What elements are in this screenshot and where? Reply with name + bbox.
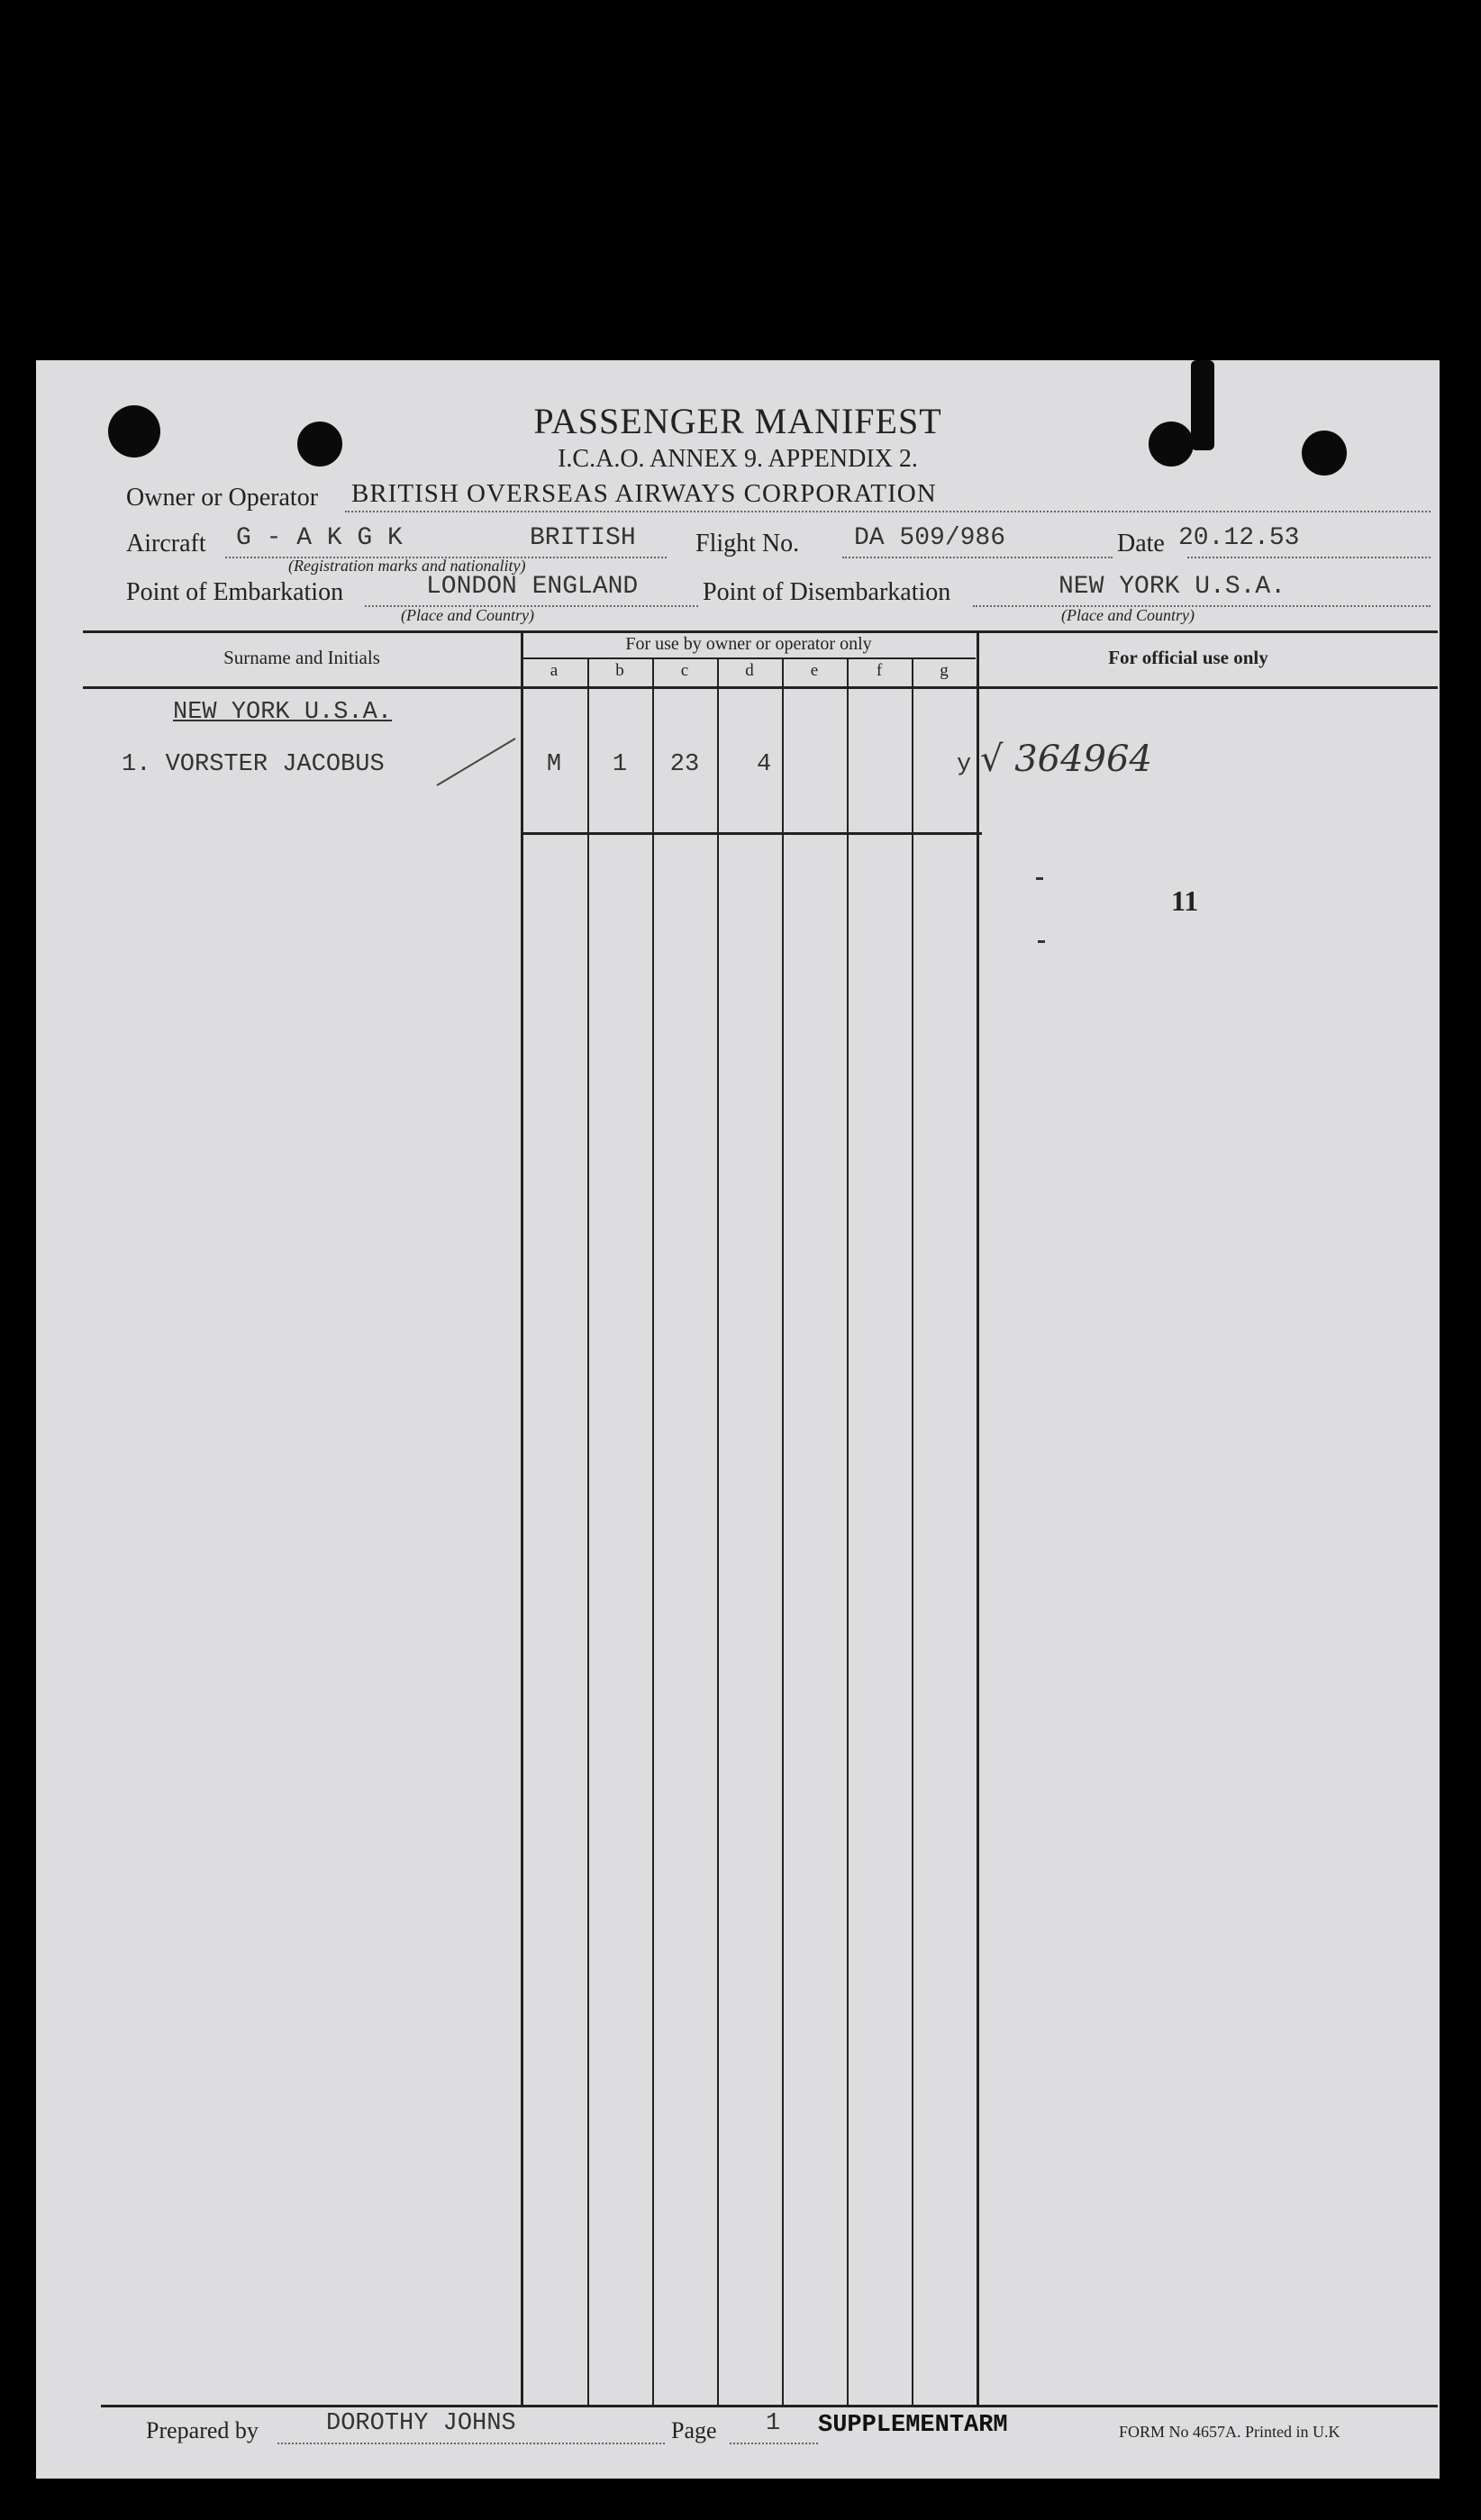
pencil-mark-2 [1038, 940, 1045, 943]
table-top-rule [83, 630, 1438, 633]
header-col-e: e [810, 661, 819, 680]
col-divider-b [587, 657, 589, 2405]
form-number: FORM No 4657A. Printed in U.K [1119, 2423, 1340, 2441]
owner-value: BRITISH OVERSEAS AIRWAYS CORPORATION [351, 479, 937, 508]
passenger-name: 1. VORSTER JACOBUS [122, 751, 385, 778]
flight-label: Flight No. [695, 530, 800, 557]
flight-value: DA 509/986 [854, 524, 1006, 552]
page-dotline [730, 2443, 818, 2444]
date-label: Date [1117, 530, 1165, 557]
header-official: For official use only [1108, 647, 1268, 668]
prepared-dotline [277, 2443, 665, 2444]
col-divider-e [782, 657, 784, 2405]
manifest-title: PASSENGER MANIFEST [533, 401, 942, 441]
owner-dotline [345, 511, 1431, 512]
official-note: 11 [1171, 884, 1199, 917]
header-col-g: g [940, 661, 949, 680]
col-divider-main [521, 630, 523, 2405]
header-surname: Surname and Initials [223, 647, 380, 668]
embarkation-caption: (Place and Country) [401, 606, 534, 624]
manifest-subtitle: I.C.A.O. ANNEX 9. APPENDIX 2. [558, 445, 918, 473]
col-divider-c [652, 657, 654, 2405]
prepared-value: DOROTHY JOHNS [326, 2410, 516, 2437]
cell-b: 1 [612, 751, 628, 778]
aircraft-label: Aircraft [126, 530, 206, 557]
check-stroke [432, 730, 522, 793]
col-divider-d [717, 657, 719, 2405]
header-operator: For use by owner or operator only [625, 634, 872, 654]
page-value: 1 [766, 2410, 781, 2437]
pencil-mark-1 [1036, 877, 1043, 880]
page-label: Page [671, 2417, 717, 2443]
disembarkation-caption: (Place and Country) [1061, 606, 1195, 624]
aircraft-caption: (Registration marks and nationality) [288, 557, 526, 575]
cell-c: 23 [669, 751, 700, 778]
aircraft-nationality: BRITISH [530, 524, 636, 552]
official-entry: √ 364964 [980, 739, 1152, 780]
disembarkation-dotline [973, 605, 1431, 607]
aircraft-registration: G - A K G K [236, 524, 403, 552]
header-col-b: b [615, 661, 624, 680]
footer-rule [101, 2405, 1438, 2407]
embarkation-label: Point of Embarkation [126, 578, 344, 606]
col-divider-g [912, 657, 913, 2405]
cell-a: M [546, 751, 562, 778]
col-divider-official [977, 630, 979, 2405]
table-header-rule [83, 686, 1438, 689]
embarkation-value: LONDON ENGLAND [426, 573, 639, 601]
disembarkation-label: Point of Disembarkation [703, 578, 951, 606]
header-col-a: a [550, 661, 559, 680]
disembarkation-value: NEW YORK U.S.A. [1059, 573, 1286, 601]
prepared-label: Prepared by [146, 2417, 259, 2443]
date-dotline [1187, 557, 1431, 558]
col-divider-f [847, 657, 849, 2405]
header-col-c: c [680, 661, 689, 680]
header-col-f: f [876, 661, 883, 680]
date-value: 20.12.53 [1178, 524, 1300, 552]
owner-label: Owner or Operator [126, 484, 319, 512]
header-col-d: d [745, 661, 754, 680]
cell-d: 4 [757, 751, 772, 778]
flight-dotline [842, 557, 1113, 558]
section-heading: NEW YORK U.S.A. [173, 699, 393, 726]
page-note: SUPPLEMENTARM [818, 2412, 1008, 2439]
manifest-page [36, 360, 1440, 2479]
cell-g: y [957, 751, 972, 778]
